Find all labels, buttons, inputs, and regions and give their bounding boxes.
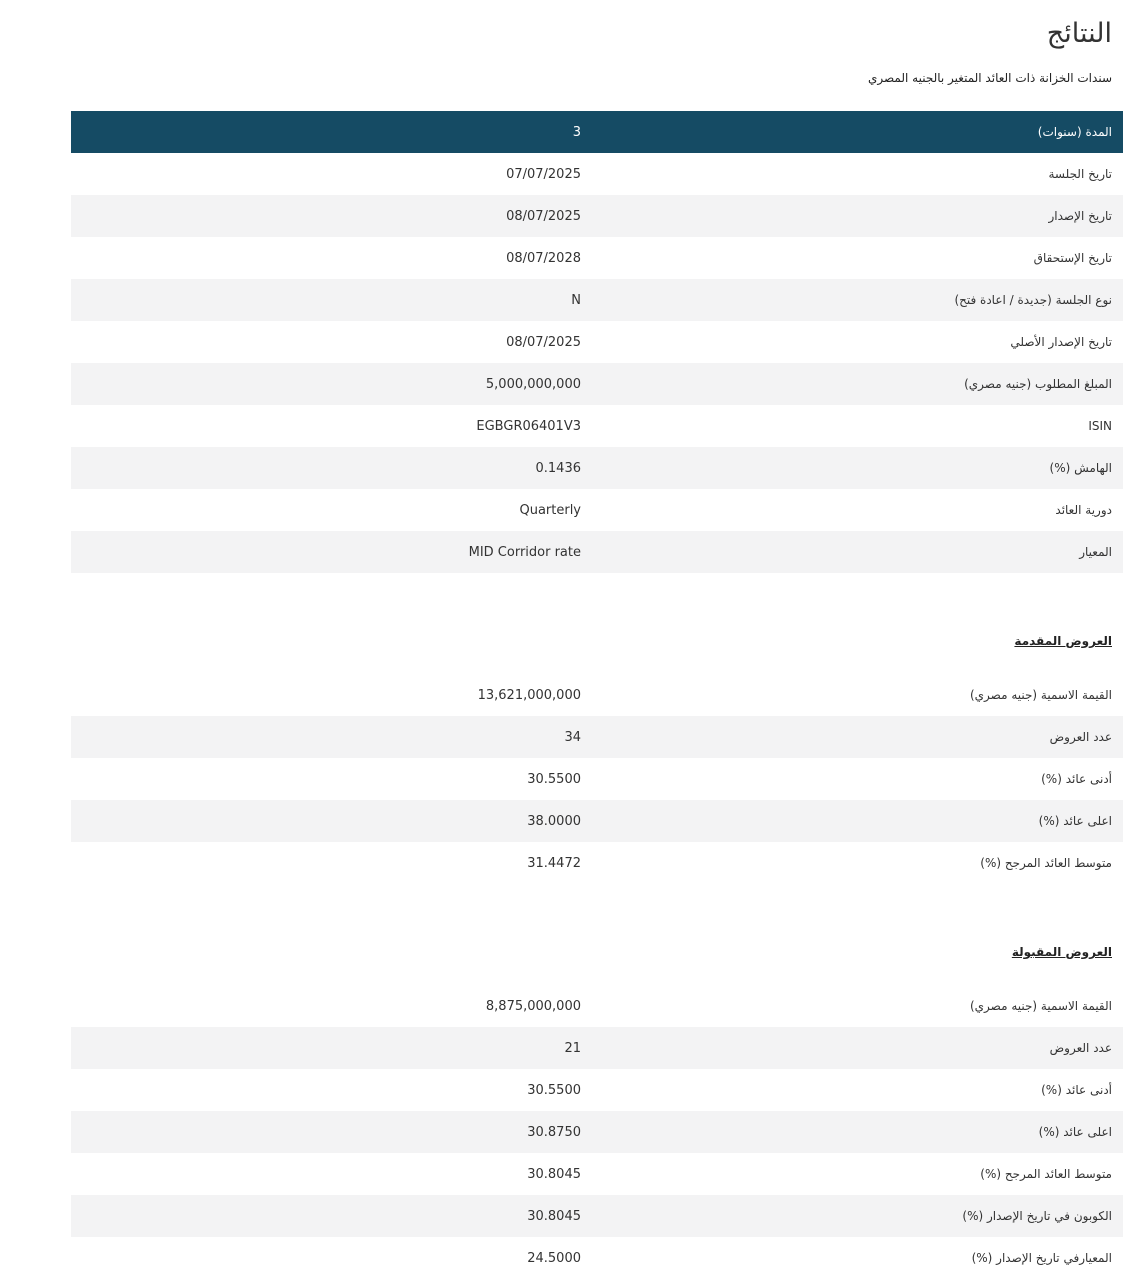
row-label: تاريخ الإصدار [581, 195, 1123, 237]
row-value: 31.4472 [527, 855, 581, 871]
row-label: القيمة الاسمية (جنيه مصري) [969, 999, 1112, 1013]
row-value: Quarterly [519, 502, 581, 518]
table-header-row [71, 111, 1123, 153]
table-row [71, 716, 1123, 758]
row-value: 30.8750 [71, 1111, 581, 1153]
row-label: أدنى عائد (%) [1041, 1083, 1112, 1097]
row-value: 30.8045 [71, 1195, 581, 1237]
table-row [71, 800, 1123, 842]
table-row [71, 153, 1123, 195]
row-label: تاريخ الإستحقاق [1033, 251, 1112, 265]
page-subtitle: سندات الخزانة ذات العائد المتغير بالجنيه المصري [867, 71, 1112, 85]
table-row [71, 758, 1123, 800]
row-value: 30.8045 [527, 1166, 581, 1182]
row-value: 38.0000 [71, 800, 581, 842]
row-label: عدد العروض [581, 1027, 1123, 1069]
row-label: متوسط العائد المرجح (%) [980, 856, 1112, 870]
row-label: ISIN [1088, 419, 1112, 433]
row-label: المعيار [581, 531, 1123, 573]
row-label: أدنى عائد (%) [1041, 772, 1112, 786]
row-value: 0.1436 [71, 447, 581, 489]
row-value: N [71, 279, 581, 321]
offered-section-title: العروض المقدمة [1014, 634, 1112, 648]
row-value: 07/07/2025 [506, 166, 581, 182]
row-label: المدة (سنوات) [581, 111, 1123, 153]
row-value: 8,875,000,000 [485, 998, 581, 1014]
row-label: الهامش (%) [581, 447, 1123, 489]
table-row [71, 1069, 1123, 1111]
table-row [71, 363, 1123, 405]
table-row [71, 1027, 1123, 1069]
table-row [71, 405, 1123, 447]
row-value: 08/07/2025 [71, 195, 581, 237]
offered-bids-table [71, 674, 1123, 884]
table-row [71, 674, 1123, 716]
row-label: القيمة الاسمية (جنيه مصري) [969, 688, 1112, 702]
row-label: نوع الجلسة (جديدة / اعادة فتح) [581, 279, 1123, 321]
page-title: النتائج [1046, 18, 1112, 49]
row-value: 13,621,000,000 [477, 687, 581, 703]
row-value: 5,000,000,000 [71, 363, 581, 405]
row-label: دورية العائد [1055, 503, 1112, 517]
row-label: اعلى عائد (%) [581, 1111, 1123, 1153]
row-label: عدد العروض [581, 716, 1123, 758]
row-value: 3 [71, 111, 581, 153]
row-label: المعيارفي تاريخ الإصدار (%) [971, 1251, 1112, 1265]
row-value: MID Corridor rate [71, 531, 581, 573]
row-value: 24.5000 [527, 1250, 581, 1266]
table-row [71, 1237, 1123, 1279]
row-value: 34 [71, 716, 581, 758]
table-row [71, 195, 1123, 237]
table-row [71, 489, 1123, 531]
row-label: تاريخ الجلسة [1048, 167, 1112, 181]
table-row [71, 237, 1123, 279]
accepted-section-title: العروض المقبولة [1011, 945, 1112, 959]
row-label: اعلى عائد (%) [581, 800, 1123, 842]
table-row [71, 985, 1123, 1027]
table-row [71, 321, 1123, 363]
accepted-bids-table [71, 985, 1123, 1279]
bond-details-table [71, 111, 1123, 573]
row-value: 08/07/2028 [506, 250, 581, 266]
table-row [71, 1195, 1123, 1237]
row-value: 30.5500 [527, 771, 581, 787]
table-row [71, 531, 1123, 573]
table-row [71, 279, 1123, 321]
row-value: 30.5500 [527, 1082, 581, 1098]
row-label: تاريخ الإصدار الأصلي [1010, 335, 1112, 349]
row-label: المبلغ المطلوب (جنيه مصري) [581, 363, 1123, 405]
row-value: EGBGR06401V3 [476, 418, 581, 434]
table-row [71, 842, 1123, 884]
row-label: الكوبون في تاريخ الإصدار (%) [581, 1195, 1123, 1237]
table-row [71, 1153, 1123, 1195]
table-row [71, 1111, 1123, 1153]
row-value: 21 [71, 1027, 581, 1069]
table-row [71, 447, 1123, 489]
row-value: 08/07/2025 [506, 334, 581, 350]
row-label: متوسط العائد المرجح (%) [980, 1167, 1112, 1181]
